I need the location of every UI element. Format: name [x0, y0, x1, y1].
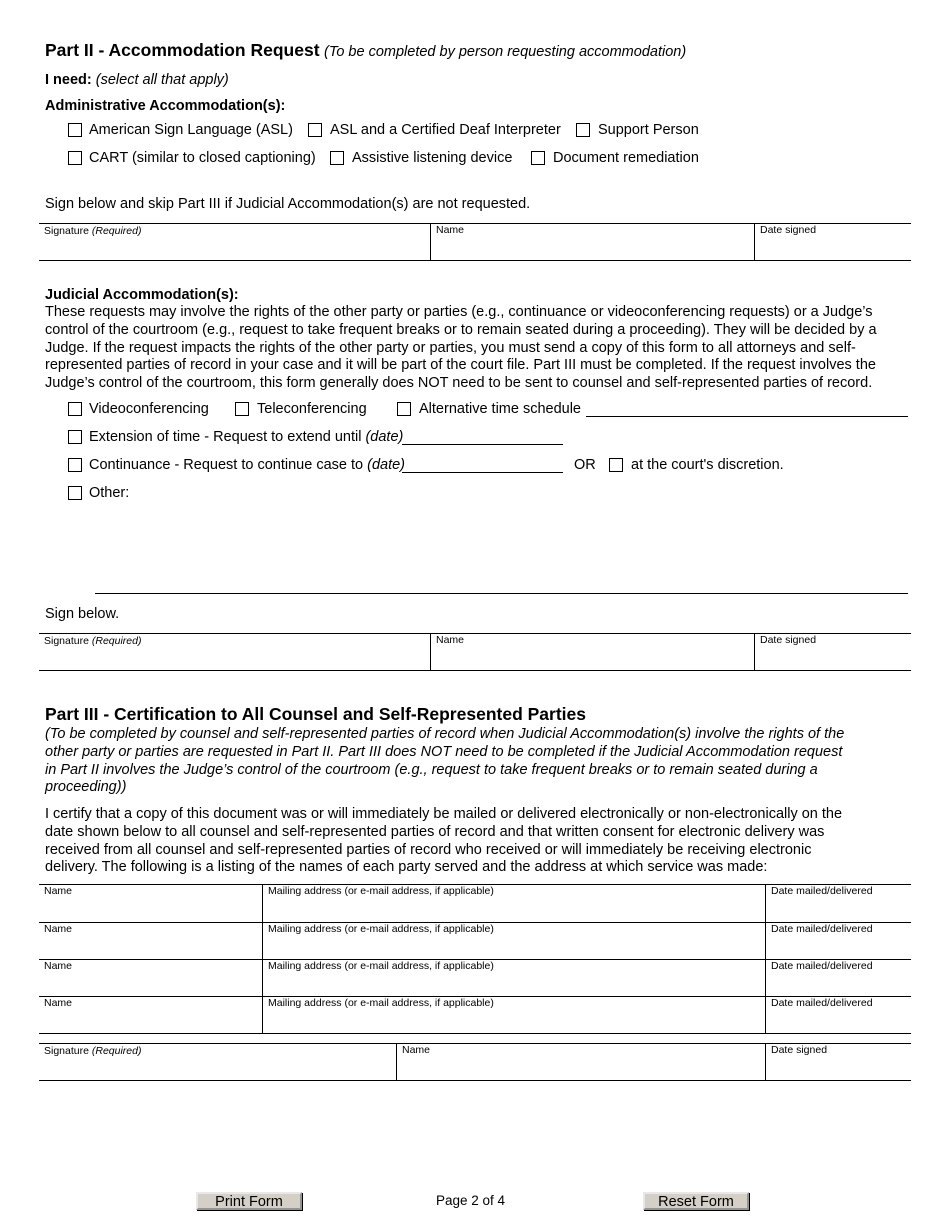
- judicial-line: represented parties of record in your case and it will be part of the court file. Part III must be completed. If the request involves the: [45, 357, 876, 374]
- sig2-date-field[interactable]: [755, 646, 910, 669]
- teleconferencing-label: Teleconferencing: [257, 401, 367, 417]
- judicial-description: [45, 304, 915, 393]
- service-row-address-label: Mailing address (or e-mail address, if applicable): [268, 997, 494, 1009]
- certify-line: received from all counsel and self-represented parties of record who received or will immediately be receiving electronic: [45, 841, 812, 858]
- reset-form-button[interactable]: Reset Form: [643, 1192, 749, 1210]
- assistive-listening-label: Assistive listening device: [352, 150, 513, 166]
- certify-line: I certify that a copy of this document was or will immediately be mailed or delivered electronically or non-electronically on the: [45, 806, 843, 822]
- extension-text: Extension of time - Request to extend until: [89, 429, 362, 445]
- part3-note: [45, 726, 844, 797]
- teleconferencing-checkbox[interactable]: [235, 402, 249, 416]
- i-need-label: I need:: [45, 72, 92, 88]
- other-checkbox[interactable]: [68, 486, 82, 500]
- date-hint: (date): [365, 429, 404, 445]
- document-remediation-label: Document remediation: [553, 150, 699, 166]
- court-discretion-checkbox[interactable]: [609, 458, 623, 472]
- service-row-address-label: Mailing address (or e-mail address, if applicable): [268, 885, 494, 897]
- page-indicator: Page 2 of 4: [436, 1193, 506, 1208]
- extension-date-input[interactable]: [402, 444, 563, 445]
- asl-checkbox[interactable]: [68, 123, 82, 137]
- cart-label: CART (similar to closed captioning): [89, 150, 316, 166]
- certification-text: [45, 806, 842, 877]
- judicial-line: Judge’s control of the courtroom, this form generally does NOT need to be sent to counsel and self-represented parties of record.: [45, 375, 873, 392]
- part3-note-line: other party or parties are requested in Part II. Part III does NOT need to be completed if the Judicial Accommodation request: [45, 743, 843, 760]
- service-row-name-label: Name: [44, 923, 73, 935]
- sig3-date-field[interactable]: [766, 1056, 910, 1079]
- sig1-name-field[interactable]: [431, 236, 753, 259]
- service-address-field[interactable]: [263, 935, 764, 958]
- sig2-date-label: Date signed: [760, 634, 817, 646]
- assistive-listening-checkbox[interactable]: [330, 151, 344, 165]
- signature-text: Signature: [44, 225, 89, 237]
- required-text: (Required): [91, 635, 142, 647]
- judicial-line: control of the courtroom (e.g., request to take frequent breaks or to remain seated during a proceeding). They will be decided by a: [45, 321, 877, 338]
- part3-note-line: proceeding)): [45, 779, 127, 796]
- support-person-checkbox[interactable]: [576, 123, 590, 137]
- continuance-date-input[interactable]: [402, 472, 563, 473]
- part3-title: Part III - Certification to All Counsel and Self-Represented Parties: [45, 704, 586, 724]
- service-name-field[interactable]: [40, 972, 261, 995]
- part2-subtitle: (To be completed by person requesting accommodation): [323, 44, 687, 60]
- sig3-bottom-rule: [39, 1080, 911, 1081]
- sig2-name-field[interactable]: [431, 646, 753, 669]
- asl-label: American Sign Language (ASL): [89, 122, 293, 138]
- judicial-heading: Judicial Accommodation(s):: [45, 287, 239, 303]
- part2-header: [45, 40, 686, 61]
- service-row-address-label: Mailing address (or e-mail address, if applicable): [268, 923, 494, 935]
- alt-time-checkbox[interactable]: [397, 402, 411, 416]
- service-date-field[interactable]: [766, 972, 910, 995]
- service-row-date-label: Date mailed/delivered: [771, 923, 873, 935]
- sig3-name-field[interactable]: [397, 1056, 764, 1079]
- part3-note-line: (To be completed by counsel and self-represented parties of record when Judicial Accommodation(s) involve the rights of the: [45, 726, 845, 742]
- cart-checkbox[interactable]: [68, 151, 82, 165]
- sig1-name-label: Name: [436, 224, 465, 236]
- alt-time-input[interactable]: [586, 416, 908, 417]
- extension-checkbox[interactable]: [68, 430, 82, 444]
- service-table-rule: [39, 1033, 911, 1034]
- sig2-name-label: Name: [436, 634, 465, 646]
- signature-text: Signature: [44, 635, 89, 647]
- part3-note-line: in Part II involves the Judge’s control of the courtroom (e.g., request to take frequent breaks or to remain seated during a: [45, 761, 818, 778]
- court-discretion-label: at the court's discretion.: [631, 457, 784, 473]
- certify-line: date shown below to all counsel and self-represented parties of record and that written consent for electronic delivery was: [45, 823, 825, 840]
- sig3-signature-field[interactable]: [40, 1056, 395, 1079]
- service-address-field[interactable]: [263, 972, 764, 995]
- service-row-name-label: Name: [44, 960, 73, 972]
- other-label: Other:: [89, 485, 130, 501]
- videoconferencing-checkbox[interactable]: [68, 402, 82, 416]
- sig3-name-label: Name: [402, 1044, 431, 1056]
- support-person-label: Support Person: [598, 122, 699, 138]
- required-text: (Required): [91, 225, 142, 237]
- signature-text: Signature: [44, 1045, 89, 1057]
- select-all-hint: (select all that apply): [95, 72, 229, 88]
- sig3-date-label: Date signed: [771, 1044, 828, 1056]
- videoconferencing-label: Videoconferencing: [89, 401, 209, 417]
- sig2-bottom-rule: [39, 670, 911, 671]
- required-text: (Required): [91, 1045, 142, 1057]
- service-row-date-label: Date mailed/delivered: [771, 960, 873, 972]
- continuance-text: Continuance - Request to continue case to: [89, 457, 364, 473]
- service-row-date-label: Date mailed/delivered: [771, 885, 873, 897]
- date-hint: (date): [367, 457, 405, 473]
- certify-line: delivery. The following is a listing of the names of each party served and the address at which service was made:: [45, 859, 768, 876]
- other-textarea[interactable]: [95, 500, 908, 592]
- sig2-signature-field[interactable]: [40, 646, 429, 669]
- service-row-address-label: Mailing address (or e-mail address, if applicable): [268, 960, 494, 972]
- sig1-date-field[interactable]: [755, 236, 910, 259]
- sig1-bottom-rule: [39, 260, 911, 261]
- sign-below-text: Sign below.: [45, 606, 120, 622]
- sign-skip-text: Sign below and skip Part III if Judicial Accommodation(s) are not requested.: [45, 196, 531, 212]
- other-underline: [95, 593, 908, 594]
- service-date-field[interactable]: [766, 935, 910, 958]
- sig1-signature-field[interactable]: [40, 236, 429, 259]
- sig1-date-label: Date signed: [760, 224, 817, 236]
- alt-time-label: Alternative time schedule: [419, 401, 581, 417]
- service-address-field[interactable]: [263, 897, 764, 921]
- judicial-line: These requests may involve the rights of the other party or parties (e.g., continuance or videoconferencing requests) or a Judge’s: [45, 304, 873, 320]
- service-row-name-label: Name: [44, 997, 73, 1009]
- service-name-field[interactable]: [40, 1009, 261, 1032]
- print-form-button[interactable]: Print Form: [196, 1192, 302, 1210]
- judicial-line: Judge. If the request impacts the rights of the other party or parties, you must send a copy of this form to all attorneys and self-: [45, 339, 856, 356]
- or-label: OR: [574, 457, 596, 473]
- service-date-field[interactable]: [766, 897, 910, 921]
- admin-heading: Administrative Accommodation(s):: [45, 98, 286, 114]
- i-need-line: [45, 72, 229, 88]
- extension-label: [89, 429, 403, 445]
- service-address-field[interactable]: [263, 1009, 764, 1032]
- continuance-label: [89, 457, 405, 473]
- asl-cdi-checkbox[interactable]: [308, 123, 322, 137]
- service-row-date-label: Date mailed/delivered: [771, 997, 873, 1009]
- service-date-field[interactable]: [766, 1009, 910, 1032]
- part2-title: Part II - Accommodation Request: [45, 40, 320, 60]
- service-name-field[interactable]: [40, 897, 261, 921]
- service-name-field[interactable]: [40, 935, 261, 958]
- asl-cdi-label: ASL and a Certified Deaf Interpreter: [330, 122, 561, 138]
- document-remediation-checkbox[interactable]: [531, 151, 545, 165]
- continuance-checkbox[interactable]: [68, 458, 82, 472]
- service-row-name-label: Name: [44, 885, 73, 897]
